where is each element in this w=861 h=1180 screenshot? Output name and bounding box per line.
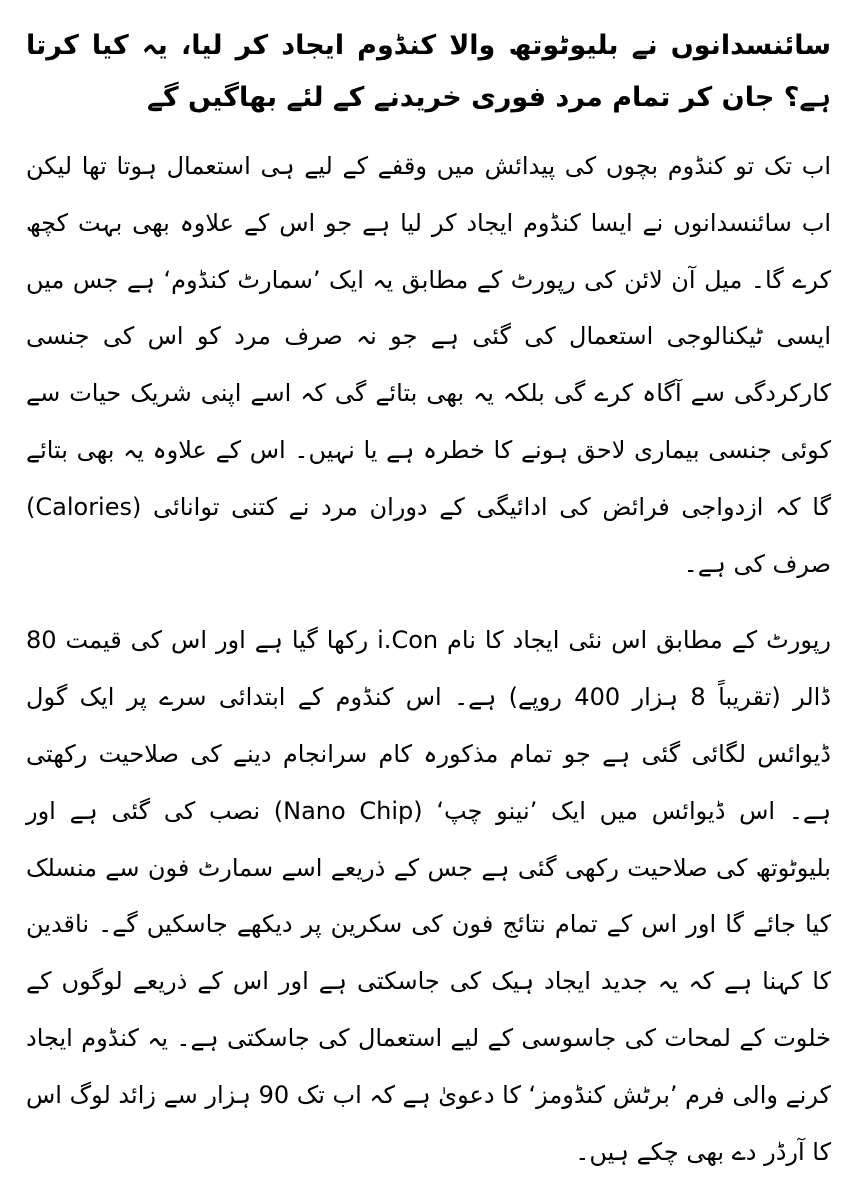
article-headline: سائنسدانوں نے بلیوٹوتھ والا کنڈوم ایجاد کر لیا، یہ کیا کرتا ہے؟ جان کر تمام مرد فوری خریدنے کے لئے بھاگیں گے	[26, 30, 831, 113]
article-paragraph-1: اب تک تو کنڈوم بچوں کی پیدائش میں وقفے کے لیے ہی استعمال ہوتا تھا لیکن اب سائنسدانوں نے ایسا کنڈوم ایجاد کر لیا ہے جو اس کے علاوہ بھی بہت کچھ کرے گا۔ میل آن لائن کی رپورٹ کے مطابق یہ ایک ’سمارٹ کنڈوم‘ ہے جس میں ایسی ٹیکنالوجی استعمال کی گئی ہے جو نہ صرف مرد کو اس کی جنسی کارکردگی سے آگاہ کرے گی بلکہ یہ بھی بتائے گی کہ اسے اپنی شریک حیات سے کوئی جنسی بیماری لاحق ہونے کا خطرہ ہے یا نہیں۔ اس کے علاوہ یہ بھی بتائے گا کہ ازدواجی فرائض کی ادائیگی کے دوران مرد نے کتنی توانائی (Calories) صرف کی ہے۔	[26, 152, 831, 578]
article-paragraph-2: رپورٹ کے مطابق اس نئی ایجاد کا نام i.Con رکھا گیا ہے اور اس کی قیمت 80 ڈالر (تقریباً 8 ہزار 400 روپے) ہے۔ اس کنڈوم کے ابتدائی سرے پر ایک گول ڈیوائس لگائی گئی ہے جو تمام مذکورہ کام سرانجام دینے کی صلاحیت رکھتی ہے۔ اس ڈیوائس میں ایک ’نینو چپ‘ (Nano Chip) نصب کی گئی ہے اور بلیوٹوتھ کی صلاحیت رکھی گئی ہے جس کے ذریعے اسے سمارٹ فون سے منسلک کیا جائے گا اور اس کے تمام نتائج فون کی سکرین پر دیکھے جاسکیں گے۔ ناقدین کا کہنا ہے کہ یہ جدید ایجاد ہیک کی جاسکتی ہے اور اس کے ذریعے لوگوں کے خلوت کے لمحات کی جاسوسی کے لیے استعمال کی جاسکتی ہے۔ یہ کنڈوم ایجاد کرنے والی فرم ’برٹش کنڈومز‘ کا دعویٰ ہے کہ اب تک 90 ہزار سے زائد لوگ اس کا آرڈر دے بھی چکے ہیں۔	[26, 626, 832, 1166]
